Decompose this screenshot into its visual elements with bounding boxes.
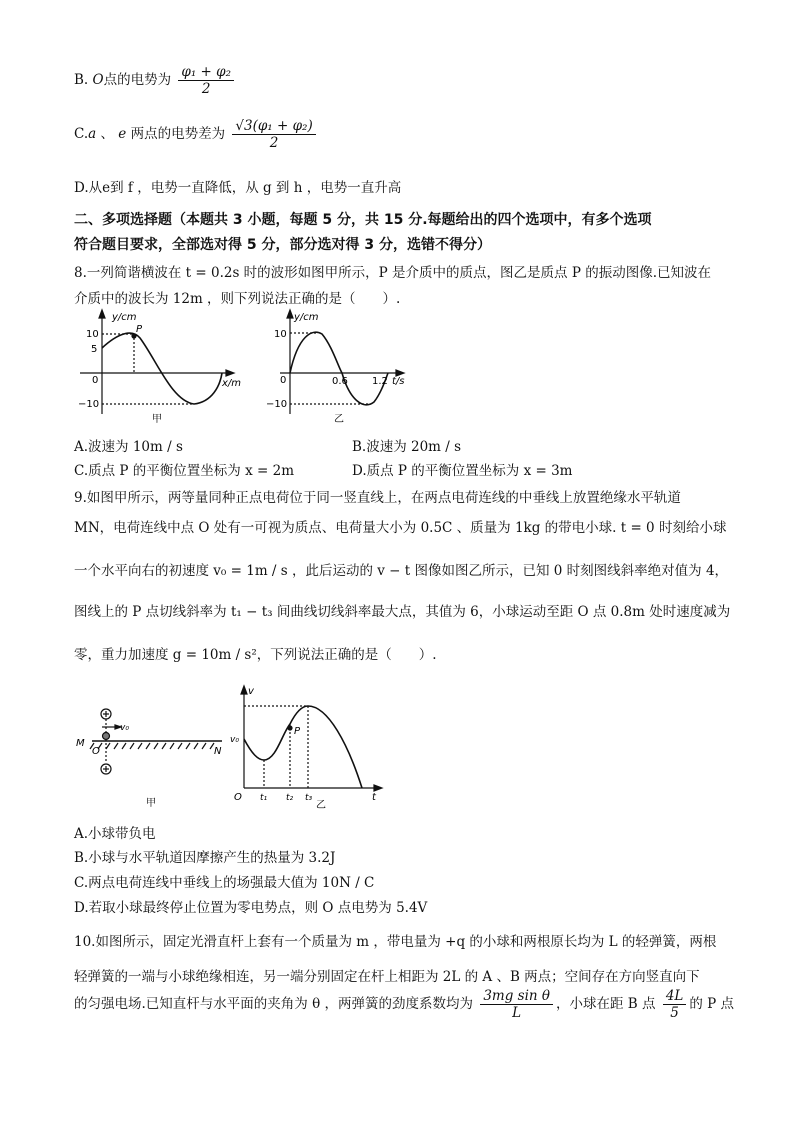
fig-ylabel: y/cm [294,312,319,323]
section-heading-line1: 二、多项选择题（本题共 3 小题，每题 5 分，共 15 分.每题给出的四个选项中，有多个选项 [74,212,652,228]
fraction-denominator: L [512,1005,522,1021]
fig-t3: t₃ [305,793,313,803]
q10-stem-line3 [74,988,734,1021]
fig-caption: 甲 [146,798,156,809]
fraction [663,988,687,1021]
q9-stem-line4: 图线上的 P 点切线斜率为 t₁ − t₃ 间曲线切线斜率最大点，其值为 6，小球运动至距 O 点 0.8m 处时速度减为 [74,604,731,620]
q10-text-part-b: ，小球在距 B 点 [556,996,656,1012]
section-heading-line2: 符合题目要求，全部选对得 5 分，部分选对得 3 分，选错不得分） [74,237,491,253]
q8-option-b: B.波速为 20m / s [352,439,462,455]
q8-option-d: D.质点 P 的平衡位置坐标为 x = 3m [352,463,573,479]
q8-figure-jia [72,306,252,424]
fig-v0: v₀ [230,735,239,745]
option-b-text: 点的电势为 [103,72,172,88]
fig-tick-12: 1.2 [372,376,388,387]
point-e: e [118,126,127,142]
fig-xlabel: x/m [222,378,242,389]
q9-figure-yi [228,684,388,810]
q9-option-c: C.两点电荷连线中垂线上的场强最大值为 10N / C [74,875,375,891]
fraction-denominator: 2 [269,135,279,151]
fraction [178,64,234,97]
q8-stem-line1: 8.一列简谐横波在 t = 0.2s 时的波形如图甲所示，P 是介质中的质点，图乙是质点 P 的振动图像.已知波在 [74,265,712,281]
fig-t2: t₂ [286,793,294,803]
fig-o: O [92,746,100,757]
fig-caption: 乙 [334,414,344,424]
option-d: D.从e到 f ，电势一直降低，从 g 到 h ，电势一直升高 [74,180,402,196]
point-a: a [88,126,97,142]
option-b [74,64,237,97]
fraction [232,118,315,151]
fraction-numerator: 4L [663,988,687,1005]
q9-stem-line1: 9.如图甲所示，两等量同种正点电荷位于同一竖直线上，在两点电荷连线的中垂线上放置绝缘水平轨道 [74,490,681,506]
q9-option-b: B.小球与水平轨道因摩擦产生的热量为 3.2J [74,850,336,866]
fraction-denominator: 2 [201,81,211,97]
fig-ylabel: y/cm [112,312,137,323]
fig-m: M [76,738,85,749]
fig-xlabel: t/s [392,376,405,387]
fig-v0: v₀ [120,723,129,733]
fig-caption: 乙 [316,800,326,810]
q8-option-c: C.质点 P 的平衡位置坐标为 x = 2m [74,463,294,479]
fig-o: O [234,792,242,803]
fig-tick-m10: −10 [266,399,288,410]
fig-tick-5: 5 [91,344,98,355]
q8-figure-yi [260,306,410,424]
q8-option-a: A.波速为 10m / s [74,439,183,455]
fig-tick-10: 10 [86,329,99,340]
fig-point-p: P [136,324,143,335]
fig-tick-06: 0.6 [332,376,348,387]
fraction-numerator: 3mg sin θ [480,988,553,1005]
fraction-numerator: φ₁ + φ₂ [178,64,234,81]
fraction-denominator: 5 [670,1005,679,1021]
fraction [480,988,553,1021]
q9-option-d: D.若取小球最终停止位置为零电势点，则 O 点电势为 5.4V [74,900,428,916]
separator: 、 [96,126,114,142]
fig-point-p: P [294,726,301,737]
q8-stem-line2: 介质中的波长为 12m ，则下列说法正确的是（ ）. [74,291,401,307]
q9-option-a: A.小球带负电 [74,826,156,842]
fig-tick-10: 10 [274,329,287,340]
option-b-prefix: B. [74,72,93,88]
fig-caption: 甲 [152,414,162,424]
q9-figure-jia [72,696,232,811]
fig-t: t [372,792,376,803]
q10-text-part-c: 的 P 点 [689,996,735,1012]
q9-stem-line5: 零，重力加速度 g = 10m / s²，下列说法正确的是（ ）. [74,647,437,663]
fig-tick-m10: −10 [78,399,100,410]
q9-stem-line2: MN，电荷连线中点 O 处有一可视为质点、电荷量大小为 0.5C 、质量为 1kg 的带电小球. t = 0 时刻给小球 [74,520,727,536]
fig-v: v [248,686,254,697]
option-c-prefix: C. [74,126,89,142]
q9-stem-line3: 一个水平向右的初速度 v₀ = 1m / s ，此后运动的 v − t 图像如图乙所示，已知 0 时刻图线斜率绝对值为 4， [74,563,729,579]
q10-stem-line2: 轻弹簧的一端与小球绝缘相连，另一端分别固定在杆上相距为 2L 的 A 、B 两点；空间存在方向竖直向下 [74,969,700,985]
q10-stem-line1: 10.如图所示，固定光滑直杆上套有一个质量为 m ，带电量为 +q 的小球和两根原长均为 L 的轻弹簧，两根 [74,934,717,950]
point-o: O [92,72,104,88]
fig-n: N [214,746,222,757]
option-c-text: 两点的电势差为 [126,126,226,142]
fig-tick-0: 0 [280,375,287,386]
option-c [74,118,319,151]
q10-text-part-a: 的匀强电场.已知直杆与水平面的夹角为 θ ，两弹簧的劲度系数均为 [74,996,474,1012]
fig-t1: t₁ [260,793,268,803]
fraction-numerator: √3(φ₁ + φ₂) [232,118,315,135]
fig-tick-0: 0 [92,375,99,386]
